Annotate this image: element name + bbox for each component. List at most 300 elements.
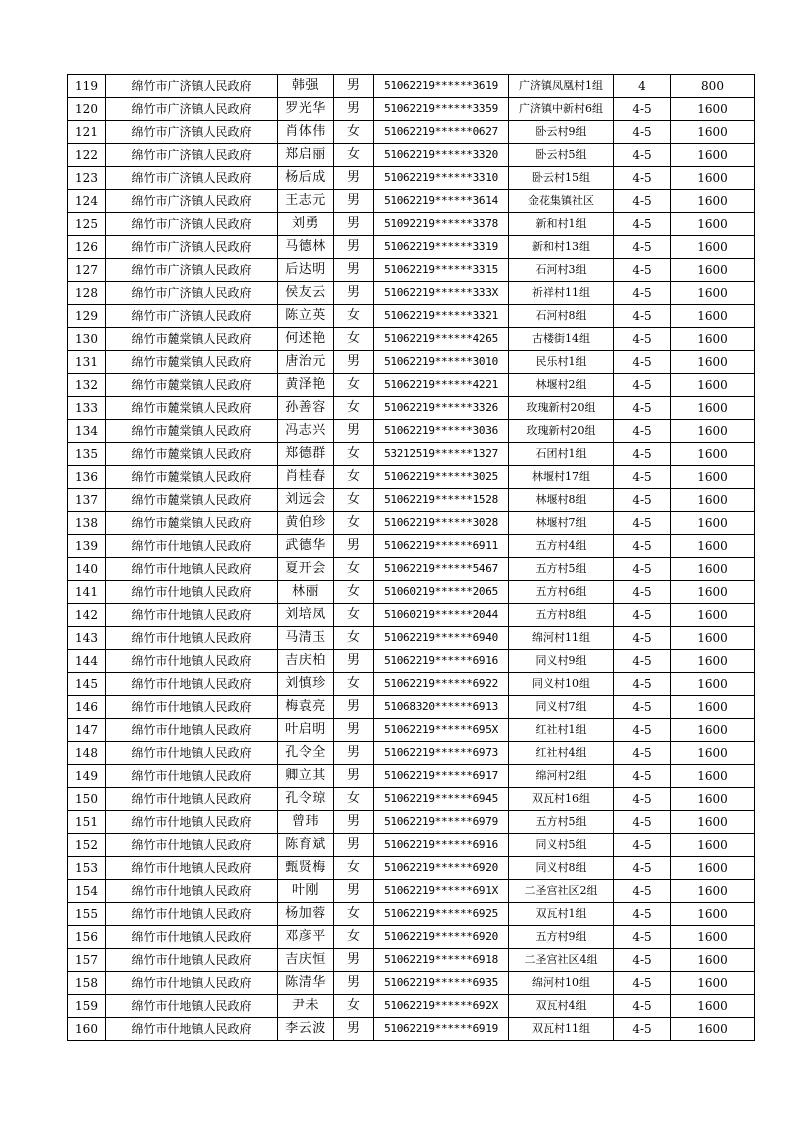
cell-person-name: 武德华 bbox=[278, 535, 334, 558]
cell-months: 4-5 bbox=[614, 282, 671, 305]
cell-person-name: 尹未 bbox=[278, 995, 334, 1018]
cell-months: 4-5 bbox=[614, 351, 671, 374]
cell-id-number: 51062219******6919 bbox=[374, 1018, 509, 1041]
cell-row-number: 130 bbox=[68, 328, 106, 351]
cell-id-number: 51068320******6913 bbox=[374, 696, 509, 719]
cell-person-name: 曾玮 bbox=[278, 811, 334, 834]
cell-unit-name: 绵竹市广济镇人民政府 bbox=[106, 213, 278, 236]
cell-address: 五方村5组 bbox=[509, 558, 614, 581]
cell-id-number: 51062219******3619 bbox=[374, 75, 509, 98]
cell-id-number: 51062219******6918 bbox=[374, 949, 509, 972]
cell-id-number: 51062219******3028 bbox=[374, 512, 509, 535]
cell-gender: 男 bbox=[334, 420, 374, 443]
table-row bbox=[68, 121, 755, 144]
cell-amount: 1600 bbox=[671, 351, 755, 374]
cell-gender: 女 bbox=[334, 512, 374, 535]
cell-amount: 1600 bbox=[671, 627, 755, 650]
cell-months: 4-5 bbox=[614, 305, 671, 328]
cell-unit-name: 绵竹市麓棠镇人民政府 bbox=[106, 466, 278, 489]
cell-amount: 1600 bbox=[671, 788, 755, 811]
cell-address: 五方村8组 bbox=[509, 604, 614, 627]
cell-amount: 1600 bbox=[671, 420, 755, 443]
cell-id-number: 51062219******4221 bbox=[374, 374, 509, 397]
cell-address: 五方村4组 bbox=[509, 535, 614, 558]
cell-months: 4-5 bbox=[614, 604, 671, 627]
table-row bbox=[68, 1018, 755, 1041]
cell-address: 绵河村10组 bbox=[509, 972, 614, 995]
cell-unit-name: 绵竹市麓棠镇人民政府 bbox=[106, 512, 278, 535]
cell-address: 二圣宫社区2组 bbox=[509, 880, 614, 903]
cell-gender: 男 bbox=[334, 765, 374, 788]
table-row bbox=[68, 926, 755, 949]
table-row bbox=[68, 75, 755, 98]
cell-address: 金花集镇社区 bbox=[509, 190, 614, 213]
cell-unit-name: 绵竹市什地镇人民政府 bbox=[106, 581, 278, 604]
cell-gender: 男 bbox=[334, 811, 374, 834]
cell-row-number: 135 bbox=[68, 443, 106, 466]
cell-id-number: 51062219******3315 bbox=[374, 259, 509, 282]
table-row bbox=[68, 512, 755, 535]
cell-months: 4-5 bbox=[614, 213, 671, 236]
cell-row-number: 160 bbox=[68, 1018, 106, 1041]
cell-person-name: 孔令全 bbox=[278, 742, 334, 765]
cell-person-name: 陈育斌 bbox=[278, 834, 334, 857]
cell-unit-name: 绵竹市什地镇人民政府 bbox=[106, 604, 278, 627]
cell-gender: 女 bbox=[334, 397, 374, 420]
table-row bbox=[68, 397, 755, 420]
cell-person-name: 吉庆恒 bbox=[278, 949, 334, 972]
cell-amount: 1600 bbox=[671, 1018, 755, 1041]
cell-gender: 女 bbox=[334, 466, 374, 489]
cell-amount: 1600 bbox=[671, 98, 755, 121]
cell-months: 4-5 bbox=[614, 558, 671, 581]
cell-address: 玫瑰新村20组 bbox=[509, 420, 614, 443]
cell-person-name: 冯志兴 bbox=[278, 420, 334, 443]
cell-id-number: 51062219******6920 bbox=[374, 926, 509, 949]
table-row bbox=[68, 305, 755, 328]
cell-id-number: 51062219******333X bbox=[374, 282, 509, 305]
cell-unit-name: 绵竹市广济镇人民政府 bbox=[106, 121, 278, 144]
cell-address: 石河村3组 bbox=[509, 259, 614, 282]
cell-months: 4-5 bbox=[614, 650, 671, 673]
cell-id-number: 51062219******6911 bbox=[374, 535, 509, 558]
cell-months: 4-5 bbox=[614, 443, 671, 466]
cell-unit-name: 绵竹市什地镇人民政府 bbox=[106, 972, 278, 995]
cell-gender: 男 bbox=[334, 834, 374, 857]
cell-unit-name: 绵竹市什地镇人民政府 bbox=[106, 535, 278, 558]
cell-address: 卧云村9组 bbox=[509, 121, 614, 144]
cell-months: 4-5 bbox=[614, 167, 671, 190]
cell-amount: 1600 bbox=[671, 121, 755, 144]
cell-address: 玫瑰新村20组 bbox=[509, 397, 614, 420]
cell-address: 广济镇中新村6组 bbox=[509, 98, 614, 121]
cell-gender: 女 bbox=[334, 121, 374, 144]
cell-id-number: 51092219******3378 bbox=[374, 213, 509, 236]
cell-person-name: 罗光华 bbox=[278, 98, 334, 121]
table-row bbox=[68, 489, 755, 512]
cell-amount: 1600 bbox=[671, 742, 755, 765]
cell-months: 4-5 bbox=[614, 489, 671, 512]
cell-row-number: 152 bbox=[68, 834, 106, 857]
cell-gender: 男 bbox=[334, 972, 374, 995]
cell-amount: 1600 bbox=[671, 558, 755, 581]
cell-address: 绵河村11组 bbox=[509, 627, 614, 650]
cell-gender: 女 bbox=[334, 903, 374, 926]
cell-months: 4-5 bbox=[614, 420, 671, 443]
cell-unit-name: 绵竹市麓棠镇人民政府 bbox=[106, 374, 278, 397]
cell-address: 同义村10组 bbox=[509, 673, 614, 696]
cell-person-name: 黄伯珍 bbox=[278, 512, 334, 535]
table-row bbox=[68, 972, 755, 995]
cell-person-name: 刘远会 bbox=[278, 489, 334, 512]
cell-unit-name: 绵竹市什地镇人民政府 bbox=[106, 834, 278, 857]
cell-id-number: 51062219******6973 bbox=[374, 742, 509, 765]
cell-gender: 男 bbox=[334, 98, 374, 121]
cell-months: 4-5 bbox=[614, 673, 671, 696]
cell-id-number: 51062219******3319 bbox=[374, 236, 509, 259]
table-row bbox=[68, 742, 755, 765]
cell-id-number: 51062219******1528 bbox=[374, 489, 509, 512]
cell-address: 新和村13组 bbox=[509, 236, 614, 259]
cell-amount: 1600 bbox=[671, 236, 755, 259]
cell-address: 红社村1组 bbox=[509, 719, 614, 742]
table-row bbox=[68, 328, 755, 351]
cell-address: 广济镇凤凰村1组 bbox=[509, 75, 614, 98]
cell-id-number: 51062219******6979 bbox=[374, 811, 509, 834]
cell-row-number: 142 bbox=[68, 604, 106, 627]
cell-gender: 男 bbox=[334, 351, 374, 374]
table-row bbox=[68, 857, 755, 880]
table-row bbox=[68, 190, 755, 213]
cell-unit-name: 绵竹市什地镇人民政府 bbox=[106, 719, 278, 742]
cell-row-number: 120 bbox=[68, 98, 106, 121]
cell-row-number: 154 bbox=[68, 880, 106, 903]
cell-row-number: 140 bbox=[68, 558, 106, 581]
cell-months: 4-5 bbox=[614, 121, 671, 144]
cell-address: 新和村1组 bbox=[509, 213, 614, 236]
cell-gender: 男 bbox=[334, 236, 374, 259]
cell-row-number: 121 bbox=[68, 121, 106, 144]
cell-amount: 1600 bbox=[671, 857, 755, 880]
cell-months: 4-5 bbox=[614, 949, 671, 972]
table-row bbox=[68, 144, 755, 167]
cell-gender: 男 bbox=[334, 696, 374, 719]
cell-gender: 男 bbox=[334, 167, 374, 190]
cell-row-number: 158 bbox=[68, 972, 106, 995]
cell-row-number: 127 bbox=[68, 259, 106, 282]
cell-months: 4-5 bbox=[614, 857, 671, 880]
cell-gender: 女 bbox=[334, 328, 374, 351]
table-row bbox=[68, 834, 755, 857]
cell-id-number: 51062219******3321 bbox=[374, 305, 509, 328]
cell-unit-name: 绵竹市什地镇人民政府 bbox=[106, 1018, 278, 1041]
cell-address: 五方村5组 bbox=[509, 811, 614, 834]
cell-months: 4-5 bbox=[614, 788, 671, 811]
cell-person-name: 刘勇 bbox=[278, 213, 334, 236]
table-row bbox=[68, 535, 755, 558]
cell-amount: 1600 bbox=[671, 765, 755, 788]
cell-amount: 1600 bbox=[671, 328, 755, 351]
cell-address: 同义村8组 bbox=[509, 857, 614, 880]
cell-unit-name: 绵竹市广济镇人民政府 bbox=[106, 75, 278, 98]
cell-row-number: 132 bbox=[68, 374, 106, 397]
cell-unit-name: 绵竹市什地镇人民政府 bbox=[106, 949, 278, 972]
cell-unit-name: 绵竹市广济镇人民政府 bbox=[106, 259, 278, 282]
cell-gender: 女 bbox=[334, 558, 374, 581]
cell-row-number: 119 bbox=[68, 75, 106, 98]
cell-person-name: 梅袁亮 bbox=[278, 696, 334, 719]
table-row bbox=[68, 604, 755, 627]
cell-address: 双瓦村16组 bbox=[509, 788, 614, 811]
table-row bbox=[68, 811, 755, 834]
cell-gender: 女 bbox=[334, 627, 374, 650]
cell-person-name: 侯友云 bbox=[278, 282, 334, 305]
cell-id-number: 53212519******1327 bbox=[374, 443, 509, 466]
cell-unit-name: 绵竹市什地镇人民政府 bbox=[106, 857, 278, 880]
cell-unit-name: 绵竹市什地镇人民政府 bbox=[106, 627, 278, 650]
cell-gender: 女 bbox=[334, 673, 374, 696]
cell-amount: 1600 bbox=[671, 466, 755, 489]
cell-gender: 男 bbox=[334, 282, 374, 305]
cell-row-number: 126 bbox=[68, 236, 106, 259]
cell-amount: 1600 bbox=[671, 972, 755, 995]
cell-gender: 女 bbox=[334, 305, 374, 328]
cell-address: 五方村9组 bbox=[509, 926, 614, 949]
cell-row-number: 157 bbox=[68, 949, 106, 972]
cell-unit-name: 绵竹市什地镇人民政府 bbox=[106, 926, 278, 949]
cell-id-number: 51062219******3320 bbox=[374, 144, 509, 167]
cell-person-name: 叶刚 bbox=[278, 880, 334, 903]
table-row bbox=[68, 259, 755, 282]
cell-address: 五方村6组 bbox=[509, 581, 614, 604]
cell-person-name: 邓彦平 bbox=[278, 926, 334, 949]
table-row bbox=[68, 995, 755, 1018]
cell-gender: 男 bbox=[334, 719, 374, 742]
cell-address: 卧云村5组 bbox=[509, 144, 614, 167]
cell-months: 4-5 bbox=[614, 466, 671, 489]
cell-person-name: 何述艳 bbox=[278, 328, 334, 351]
cell-address: 同义村9组 bbox=[509, 650, 614, 673]
cell-row-number: 139 bbox=[68, 535, 106, 558]
cell-address: 民乐村1组 bbox=[509, 351, 614, 374]
cell-id-number: 51062219******6922 bbox=[374, 673, 509, 696]
cell-person-name: 黄泽艳 bbox=[278, 374, 334, 397]
cell-unit-name: 绵竹市麓棠镇人民政府 bbox=[106, 397, 278, 420]
cell-unit-name: 绵竹市什地镇人民政府 bbox=[106, 673, 278, 696]
cell-amount: 1600 bbox=[671, 811, 755, 834]
cell-person-name: 杨后成 bbox=[278, 167, 334, 190]
cell-amount: 1600 bbox=[671, 282, 755, 305]
cell-id-number: 51062219******4265 bbox=[374, 328, 509, 351]
cell-id-number: 51062219******6916 bbox=[374, 834, 509, 857]
table-row bbox=[68, 880, 755, 903]
cell-row-number: 137 bbox=[68, 489, 106, 512]
cell-amount: 1600 bbox=[671, 443, 755, 466]
table-row bbox=[68, 98, 755, 121]
cell-gender: 女 bbox=[334, 926, 374, 949]
cell-unit-name: 绵竹市广济镇人民政府 bbox=[106, 167, 278, 190]
cell-address: 同义村7组 bbox=[509, 696, 614, 719]
cell-address: 双瓦村1组 bbox=[509, 903, 614, 926]
cell-person-name: 唐治元 bbox=[278, 351, 334, 374]
cell-id-number: 51062219******691X bbox=[374, 880, 509, 903]
cell-gender: 男 bbox=[334, 75, 374, 98]
cell-unit-name: 绵竹市什地镇人民政府 bbox=[106, 650, 278, 673]
cell-id-number: 51062219******6945 bbox=[374, 788, 509, 811]
cell-unit-name: 绵竹市广济镇人民政府 bbox=[106, 282, 278, 305]
cell-id-number: 51060219******2065 bbox=[374, 581, 509, 604]
cell-person-name: 马清玉 bbox=[278, 627, 334, 650]
cell-id-number: 51062219******3614 bbox=[374, 190, 509, 213]
cell-id-number: 51062219******3025 bbox=[374, 466, 509, 489]
cell-address: 古楼街14组 bbox=[509, 328, 614, 351]
cell-row-number: 146 bbox=[68, 696, 106, 719]
cell-row-number: 123 bbox=[68, 167, 106, 190]
table-row bbox=[68, 627, 755, 650]
cell-months: 4-5 bbox=[614, 397, 671, 420]
cell-id-number: 51062219******6916 bbox=[374, 650, 509, 673]
cell-address: 双瓦村4组 bbox=[509, 995, 614, 1018]
cell-id-number: 51062219******3326 bbox=[374, 397, 509, 420]
table-row bbox=[68, 443, 755, 466]
cell-row-number: 125 bbox=[68, 213, 106, 236]
cell-id-number: 51060219******2044 bbox=[374, 604, 509, 627]
cell-amount: 1600 bbox=[671, 167, 755, 190]
cell-gender: 男 bbox=[334, 742, 374, 765]
cell-months: 4-5 bbox=[614, 374, 671, 397]
cell-amount: 1600 bbox=[671, 581, 755, 604]
table-row bbox=[68, 581, 755, 604]
cell-person-name: 郑启丽 bbox=[278, 144, 334, 167]
cell-person-name: 后达明 bbox=[278, 259, 334, 282]
cell-address: 同义村5组 bbox=[509, 834, 614, 857]
cell-person-name: 杨加蓉 bbox=[278, 903, 334, 926]
cell-months: 4-5 bbox=[614, 811, 671, 834]
cell-amount: 1600 bbox=[671, 604, 755, 627]
cell-person-name: 王志元 bbox=[278, 190, 334, 213]
cell-amount: 800 bbox=[671, 75, 755, 98]
cell-row-number: 144 bbox=[68, 650, 106, 673]
cell-unit-name: 绵竹市什地镇人民政府 bbox=[106, 742, 278, 765]
cell-unit-name: 绵竹市广济镇人民政府 bbox=[106, 190, 278, 213]
cell-id-number: 51062219******6940 bbox=[374, 627, 509, 650]
cell-months: 4-5 bbox=[614, 926, 671, 949]
cell-person-name: 郑德群 bbox=[278, 443, 334, 466]
cell-address: 双瓦村11组 bbox=[509, 1018, 614, 1041]
cell-row-number: 133 bbox=[68, 397, 106, 420]
table-row bbox=[68, 351, 755, 374]
cell-months: 4-5 bbox=[614, 144, 671, 167]
cell-months: 4-5 bbox=[614, 719, 671, 742]
cell-gender: 女 bbox=[334, 144, 374, 167]
cell-row-number: 138 bbox=[68, 512, 106, 535]
cell-id-number: 51062219******6917 bbox=[374, 765, 509, 788]
table-row bbox=[68, 236, 755, 259]
table-body bbox=[68, 75, 755, 1041]
cell-months: 4-5 bbox=[614, 190, 671, 213]
cell-months: 4-5 bbox=[614, 512, 671, 535]
cell-months: 4-5 bbox=[614, 98, 671, 121]
cell-amount: 1600 bbox=[671, 489, 755, 512]
cell-gender: 女 bbox=[334, 604, 374, 627]
cell-id-number: 51062219******0627 bbox=[374, 121, 509, 144]
cell-id-number: 51062219******695X bbox=[374, 719, 509, 742]
cell-gender: 男 bbox=[334, 949, 374, 972]
cell-unit-name: 绵竹市麓棠镇人民政府 bbox=[106, 328, 278, 351]
cell-row-number: 143 bbox=[68, 627, 106, 650]
table-row bbox=[68, 673, 755, 696]
cell-person-name: 肖桂春 bbox=[278, 466, 334, 489]
cell-months: 4-5 bbox=[614, 1018, 671, 1041]
cell-person-name: 陈清华 bbox=[278, 972, 334, 995]
cell-person-name: 叶启明 bbox=[278, 719, 334, 742]
cell-person-name: 孔令琼 bbox=[278, 788, 334, 811]
cell-person-name: 吉庆柏 bbox=[278, 650, 334, 673]
cell-gender: 女 bbox=[334, 857, 374, 880]
cell-row-number: 155 bbox=[68, 903, 106, 926]
cell-row-number: 136 bbox=[68, 466, 106, 489]
cell-id-number: 51062219******6925 bbox=[374, 903, 509, 926]
table-row bbox=[68, 903, 755, 926]
cell-amount: 1600 bbox=[671, 880, 755, 903]
cell-months: 4-5 bbox=[614, 259, 671, 282]
table-row bbox=[68, 420, 755, 443]
table-row bbox=[68, 167, 755, 190]
cell-row-number: 151 bbox=[68, 811, 106, 834]
cell-amount: 1600 bbox=[671, 719, 755, 742]
cell-unit-name: 绵竹市什地镇人民政府 bbox=[106, 811, 278, 834]
cell-months: 4-5 bbox=[614, 627, 671, 650]
cell-id-number: 51062219******5467 bbox=[374, 558, 509, 581]
cell-person-name: 马德林 bbox=[278, 236, 334, 259]
cell-unit-name: 绵竹市广济镇人民政府 bbox=[106, 305, 278, 328]
cell-unit-name: 绵竹市广济镇人民政府 bbox=[106, 236, 278, 259]
cell-months: 4-5 bbox=[614, 236, 671, 259]
cell-amount: 1600 bbox=[671, 949, 755, 972]
cell-months: 4-5 bbox=[614, 903, 671, 926]
cell-row-number: 148 bbox=[68, 742, 106, 765]
cell-unit-name: 绵竹市什地镇人民政府 bbox=[106, 903, 278, 926]
cell-amount: 1600 bbox=[671, 834, 755, 857]
cell-person-name: 刘培凤 bbox=[278, 604, 334, 627]
cell-id-number: 51062219******692X bbox=[374, 995, 509, 1018]
cell-months: 4-5 bbox=[614, 742, 671, 765]
cell-months: 4-5 bbox=[614, 995, 671, 1018]
cell-amount: 1600 bbox=[671, 144, 755, 167]
cell-row-number: 128 bbox=[68, 282, 106, 305]
cell-person-name: 孙善容 bbox=[278, 397, 334, 420]
cell-row-number: 153 bbox=[68, 857, 106, 880]
table-row bbox=[68, 282, 755, 305]
cell-gender: 男 bbox=[334, 1018, 374, 1041]
cell-unit-name: 绵竹市麓棠镇人民政府 bbox=[106, 443, 278, 466]
cell-amount: 1600 bbox=[671, 259, 755, 282]
cell-row-number: 159 bbox=[68, 995, 106, 1018]
cell-amount: 1600 bbox=[671, 512, 755, 535]
cell-amount: 1600 bbox=[671, 535, 755, 558]
cell-amount: 1600 bbox=[671, 903, 755, 926]
cell-gender: 男 bbox=[334, 190, 374, 213]
cell-person-name: 李云波 bbox=[278, 1018, 334, 1041]
cell-months: 4-5 bbox=[614, 328, 671, 351]
table-row bbox=[68, 949, 755, 972]
cell-gender: 男 bbox=[334, 650, 374, 673]
cell-id-number: 51062219******3310 bbox=[374, 167, 509, 190]
cell-address: 卧云村15组 bbox=[509, 167, 614, 190]
cell-gender: 女 bbox=[334, 995, 374, 1018]
cell-unit-name: 绵竹市什地镇人民政府 bbox=[106, 880, 278, 903]
cell-unit-name: 绵竹市什地镇人民政府 bbox=[106, 558, 278, 581]
